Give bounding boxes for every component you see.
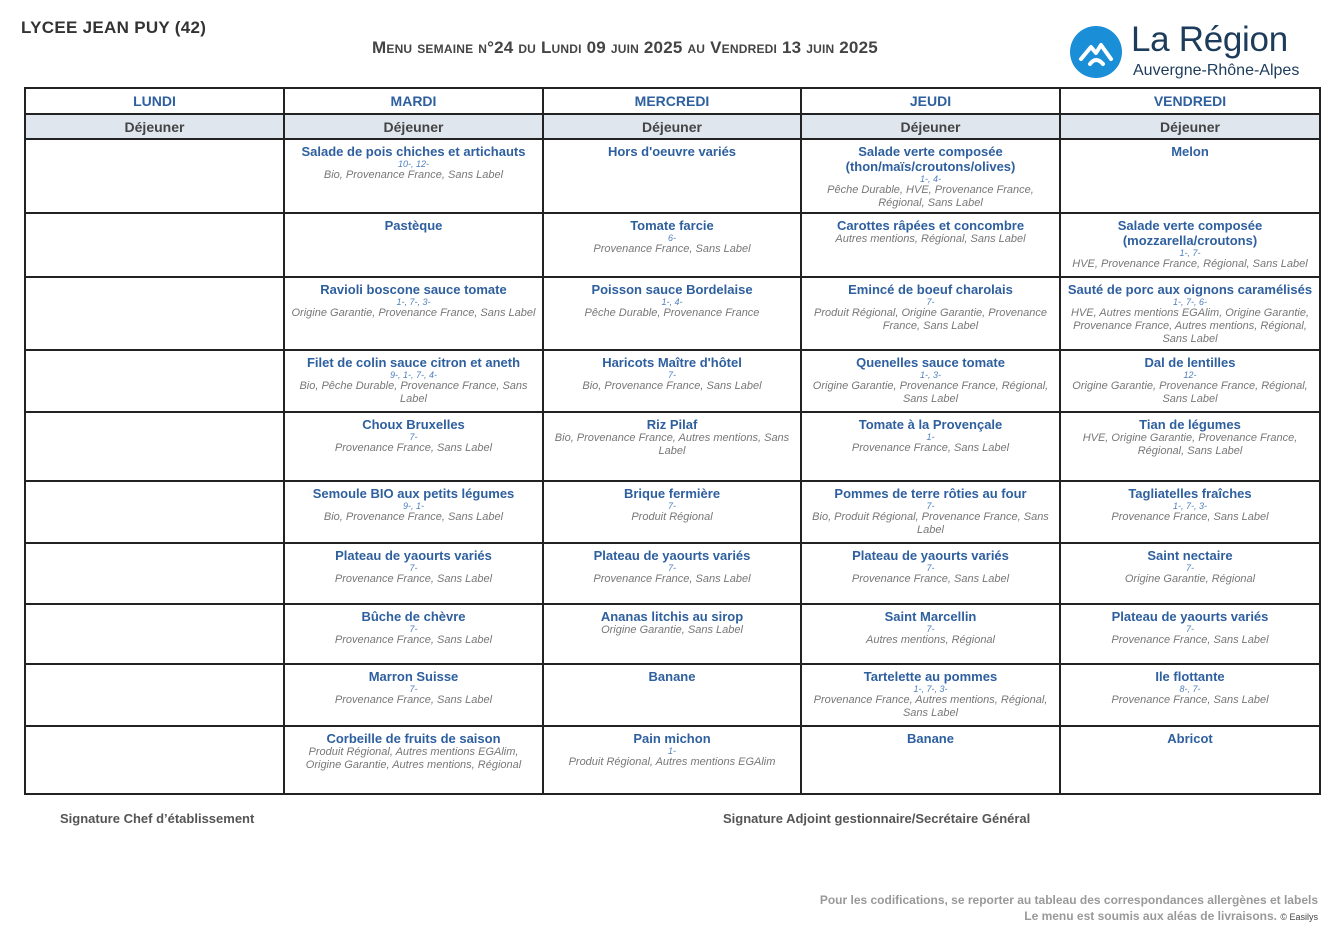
menu-cell xyxy=(543,139,801,213)
day-header: JEUDI xyxy=(801,88,1060,114)
dish-name: Pain michon xyxy=(633,731,711,746)
dish-labels: Produit Régional, Autres mentions EGAlim, Origine Garantie, Autres mentions, Régional xyxy=(305,746,522,771)
menu-cell xyxy=(1060,213,1320,277)
dish-name: Carottes râpées et concombre xyxy=(836,218,1025,233)
menu-cell xyxy=(25,277,284,350)
dish-labels: Bio, Provenance France, Sans Label xyxy=(582,380,762,392)
menu-cell xyxy=(543,604,801,664)
dish-labels: Provenance France, Sans Label xyxy=(1111,511,1269,523)
dish-name: Tian de légumes xyxy=(1139,417,1241,432)
dish-name: Pastèque xyxy=(384,218,443,233)
dish-name: Choux Bruxelles xyxy=(362,417,465,432)
menu-body xyxy=(25,139,1320,794)
menu-cell xyxy=(543,543,801,604)
dish-name: Corbeille de fruits de saison xyxy=(326,731,501,746)
dish-name: Hors d'oeuvre variés xyxy=(607,144,737,159)
day-header: MARDI xyxy=(284,88,543,114)
dish-name: Plateau de yaourts variés xyxy=(1111,609,1269,624)
dish-name: Dal de lentilles xyxy=(1144,355,1236,370)
dish-labels: Origine Garantie, Régional xyxy=(1124,573,1256,585)
dish-labels: Autres mentions, Régional xyxy=(865,634,995,646)
menu-cell xyxy=(543,726,801,794)
allergen-codes: 7- xyxy=(667,370,676,380)
dish-name: Salade de pois chiches et artichauts xyxy=(301,144,526,159)
dish-name: Ile flottante xyxy=(1155,669,1225,684)
allergen-codes: 10-, 12- xyxy=(397,159,430,169)
menu-cell xyxy=(543,277,801,350)
allergen-codes: 1-, 4- xyxy=(919,174,941,184)
dish-labels: HVE, Origine Garantie, Provenance France, Régional, Sans Label xyxy=(1082,432,1298,457)
dish-labels: Pêche Durable, Provenance France xyxy=(584,307,760,319)
menu-row xyxy=(25,543,1320,604)
dish-labels: Produit Régional xyxy=(631,511,713,523)
menu-cell xyxy=(543,412,801,481)
dish-name: Brique fermière xyxy=(623,486,721,501)
menu-cell xyxy=(284,664,543,726)
day-header: MERCREDI xyxy=(543,88,801,114)
meal-header: Déjeuner xyxy=(1060,114,1320,139)
dish-labels: Bio, Provenance France, Autres mentions, Sans Label xyxy=(554,432,790,457)
dish-labels: Bio, Provenance France, Sans Label xyxy=(323,511,504,523)
day-header-row xyxy=(25,88,1320,114)
allergen-codes: 1-, 7-, 6- xyxy=(1172,297,1207,307)
dish-labels: Origine Garantie, Provenance France, Régional, Sans Label xyxy=(1072,380,1308,405)
allergen-codes: 7- xyxy=(926,624,935,634)
copyright: © Easilys xyxy=(1280,912,1318,922)
menu-cell xyxy=(25,350,284,412)
dish-name: Banane xyxy=(648,669,696,684)
menu-row xyxy=(25,604,1320,664)
dish-name: Quenelles sauce tomate xyxy=(856,355,1005,370)
dish-name: Haricots Maître d'hôtel xyxy=(602,355,742,370)
menu-cell xyxy=(543,350,801,412)
menu-cell xyxy=(25,543,284,604)
allergen-codes: 9-, 1-, 7-, 4- xyxy=(389,370,437,380)
footer-note-codes: Pour les codifications, se reporter au tableau des correspondances allergènes et labels xyxy=(819,893,1318,907)
allergen-codes: 1- xyxy=(926,432,935,442)
menu-cell xyxy=(284,604,543,664)
menu-cell xyxy=(801,664,1060,726)
allergen-codes: 7- xyxy=(1185,624,1194,634)
menu-cell xyxy=(25,604,284,664)
menu-cell xyxy=(25,664,284,726)
day-header: VENDREDI xyxy=(1060,88,1320,114)
dish-name: Salade verte composée (thon/maïs/croutons/olives) xyxy=(845,144,1016,174)
school-name: LYCEE JEAN PUY (42) xyxy=(21,18,207,37)
menu-cell xyxy=(543,481,801,543)
page-title: Menu semaine n°24 du Lundi 09 juin 2025 au Vendredi 13 juin 2025 xyxy=(372,38,878,57)
dish-labels: Provenance France, Sans Label xyxy=(334,442,493,454)
dish-labels: Bio, Produit Régional, Provenance France, Sans Label xyxy=(812,511,1049,536)
meal-header: Déjeuner xyxy=(284,114,543,139)
menu-row xyxy=(25,481,1320,543)
allergen-codes: 1-, 7-, 3- xyxy=(913,684,948,694)
dish-name: Riz Pilaf xyxy=(646,417,698,432)
dish-name: Tomate farcie xyxy=(630,218,714,233)
menu-cell xyxy=(284,412,543,481)
dish-labels: HVE, Provenance France, Régional, Sans Label xyxy=(1072,258,1308,270)
dish-name: Filet de colin sauce citron et aneth xyxy=(306,355,521,370)
dish-name: Pommes de terre rôties au four xyxy=(834,486,1027,501)
allergen-codes: 1-, 4- xyxy=(661,297,683,307)
menu-row xyxy=(25,726,1320,794)
menu-cell xyxy=(25,481,284,543)
dish-labels: Provenance France, Sans Label xyxy=(851,442,1010,454)
dish-labels: Origine Garantie, Sans Label xyxy=(601,624,743,636)
allergen-codes: 7- xyxy=(667,501,676,511)
menu-cell xyxy=(284,277,543,350)
dish-name: Abricot xyxy=(1167,731,1213,746)
dish-labels: Provenance France, Sans Label xyxy=(334,694,493,706)
dish-name: Bûche de chèvre xyxy=(361,609,466,624)
allergen-codes: 7- xyxy=(409,624,418,634)
menu-cell xyxy=(543,664,801,726)
dish-name: Plateau de yaourts variés xyxy=(593,548,751,563)
menu-cell xyxy=(801,277,1060,350)
menu-cell xyxy=(25,139,284,213)
menu-cell xyxy=(1060,543,1320,604)
menu-cell xyxy=(543,213,801,277)
menu-cell xyxy=(801,604,1060,664)
menu-cell xyxy=(1060,139,1320,213)
menu-table xyxy=(24,87,1321,795)
menu-row xyxy=(25,412,1320,481)
allergen-codes: 7- xyxy=(409,432,418,442)
dish-name: Melon xyxy=(1171,144,1209,159)
dish-labels: Autres mentions, Régional, Sans Label xyxy=(835,233,1026,245)
menu-cell xyxy=(25,412,284,481)
dish-labels: Produit Régional, Origine Garantie, Provenance France, Sans Label xyxy=(814,307,1047,332)
menu-cell xyxy=(801,726,1060,794)
allergen-codes: 1-, 3- xyxy=(919,370,941,380)
menu-cell xyxy=(284,139,543,213)
dish-name: Tartelette au pommes xyxy=(863,669,998,684)
menu-cell xyxy=(1060,726,1320,794)
menu-cell xyxy=(284,350,543,412)
menu-cell xyxy=(1060,350,1320,412)
allergen-codes: 1-, 7- xyxy=(1179,248,1201,258)
dish-labels: Bio, Pêche Durable, Provenance France, Sans Label xyxy=(299,380,528,405)
dish-name: Tagliatelles fraîches xyxy=(1128,486,1252,501)
allergen-codes: 7- xyxy=(1185,563,1194,573)
dish-name: Plateau de yaourts variés xyxy=(852,548,1009,563)
dish-labels: Provenance France, Sans Label xyxy=(851,573,1010,585)
menu-cell xyxy=(284,213,543,277)
allergen-codes: 1-, 7-, 3- xyxy=(396,297,431,307)
allergen-codes: 7- xyxy=(409,563,418,573)
menu-cell xyxy=(1060,481,1320,543)
menu-row xyxy=(25,213,1320,277)
dish-labels: Provenance France, Sans Label xyxy=(334,573,493,585)
menu-cell xyxy=(284,543,543,604)
menu-cell xyxy=(25,213,284,277)
menu-cell xyxy=(1060,277,1320,350)
menu-cell xyxy=(284,481,543,543)
dish-labels: Provenance France, Sans Label xyxy=(593,573,751,585)
allergen-codes: 7- xyxy=(409,684,418,694)
meal-header: Déjeuner xyxy=(543,114,801,139)
allergen-codes: 7- xyxy=(667,563,676,573)
dish-name: Saint nectaire xyxy=(1147,548,1233,563)
menu-cell xyxy=(284,726,543,794)
dish-name: Ravioli boscone sauce tomate xyxy=(320,282,507,297)
menu-row xyxy=(25,664,1320,726)
allergen-codes: 8-, 7- xyxy=(1179,684,1201,694)
menu-cell xyxy=(801,481,1060,543)
region-logo xyxy=(1070,22,1320,82)
dish-labels: Provenance France, Sans Label xyxy=(593,243,751,255)
allergen-codes: 7- xyxy=(926,563,935,573)
dish-name: Tomate à la Provençale xyxy=(858,417,1003,432)
allergen-codes: 12- xyxy=(1183,370,1197,380)
dish-labels: Produit Régional, Autres mentions EGAlim xyxy=(568,756,776,768)
meal-header-row xyxy=(25,114,1320,139)
day-header: LUNDI xyxy=(25,88,284,114)
menu-cell xyxy=(25,726,284,794)
menu-cell xyxy=(801,543,1060,604)
menu-cell xyxy=(801,139,1060,213)
allergen-codes: 7- xyxy=(926,297,935,307)
dish-labels: Provenance France, Sans Label xyxy=(1111,694,1269,706)
allergen-codes: 1- xyxy=(667,746,676,756)
menu-row xyxy=(25,350,1320,412)
dish-labels: Provenance France, Sans Label xyxy=(1111,634,1269,646)
footer-delivery-text: Le menu est soumis aux aléas de livraisons. xyxy=(1024,909,1278,923)
dish-labels: Pêche Durable, HVE, Provenance France, Régional, Sans Label xyxy=(827,184,1034,209)
footer-note-delivery xyxy=(1024,909,1318,923)
dish-labels: Origine Garantie, Provenance France, Régional, Sans Label xyxy=(812,380,1049,405)
signature-manager: Signature Adjoint gestionnaire/Secrétaire Général xyxy=(723,811,1031,826)
dish-name: Salade verte composée (mozzarella/croutons) xyxy=(1117,218,1263,248)
allergen-codes: 7- xyxy=(926,501,935,511)
meal-header: Déjeuner xyxy=(801,114,1060,139)
menu-cell xyxy=(1060,604,1320,664)
menu-cell xyxy=(801,350,1060,412)
logo-subtitle: Auvergne-Rhône-Alpes xyxy=(1133,62,1300,79)
region-mountain-icon xyxy=(1070,26,1122,78)
dish-name: Plateau de yaourts variés xyxy=(335,548,492,563)
meal-header: Déjeuner xyxy=(25,114,284,139)
menu-cell xyxy=(801,412,1060,481)
menu-row xyxy=(25,139,1320,213)
logo-name: La Région xyxy=(1131,20,1288,59)
dish-name: Marron Suisse xyxy=(368,669,459,684)
dish-name: Sauté de porc aux oignons caramélisés xyxy=(1067,282,1313,297)
allergen-codes: 1-, 7-, 3- xyxy=(1172,501,1207,511)
dish-labels: Provenance France, Sans Label xyxy=(334,634,493,646)
dish-labels: Provenance France, Autres mentions, Régional, Sans Label xyxy=(813,694,1048,719)
dish-name: Ananas litchis au sirop xyxy=(600,609,744,624)
dish-name: Banane xyxy=(907,731,954,746)
dish-labels: HVE, Autres mentions EGAlim, Origine Garantie, Provenance France, Autres mentions, Régional, Sans Label xyxy=(1070,307,1309,345)
signature-principal: Signature Chef d’établissement xyxy=(60,811,255,826)
menu-cell xyxy=(801,213,1060,277)
dish-labels: Bio, Provenance France, Sans Label xyxy=(323,169,504,181)
dish-name: Poisson sauce Bordelaise xyxy=(591,282,753,297)
menu-row xyxy=(25,277,1320,350)
allergen-codes: 6- xyxy=(667,233,676,243)
menu-cell xyxy=(1060,664,1320,726)
allergen-codes: 9-, 1- xyxy=(402,501,424,511)
menu-cell xyxy=(1060,412,1320,481)
dish-name: Emincé de boeuf charolais xyxy=(848,282,1013,297)
dish-labels: Origine Garantie, Provenance France, Sans Label xyxy=(291,307,536,319)
dish-name: Saint Marcellin xyxy=(884,609,977,624)
dish-name: Semoule BIO aux petits légumes xyxy=(312,486,515,501)
